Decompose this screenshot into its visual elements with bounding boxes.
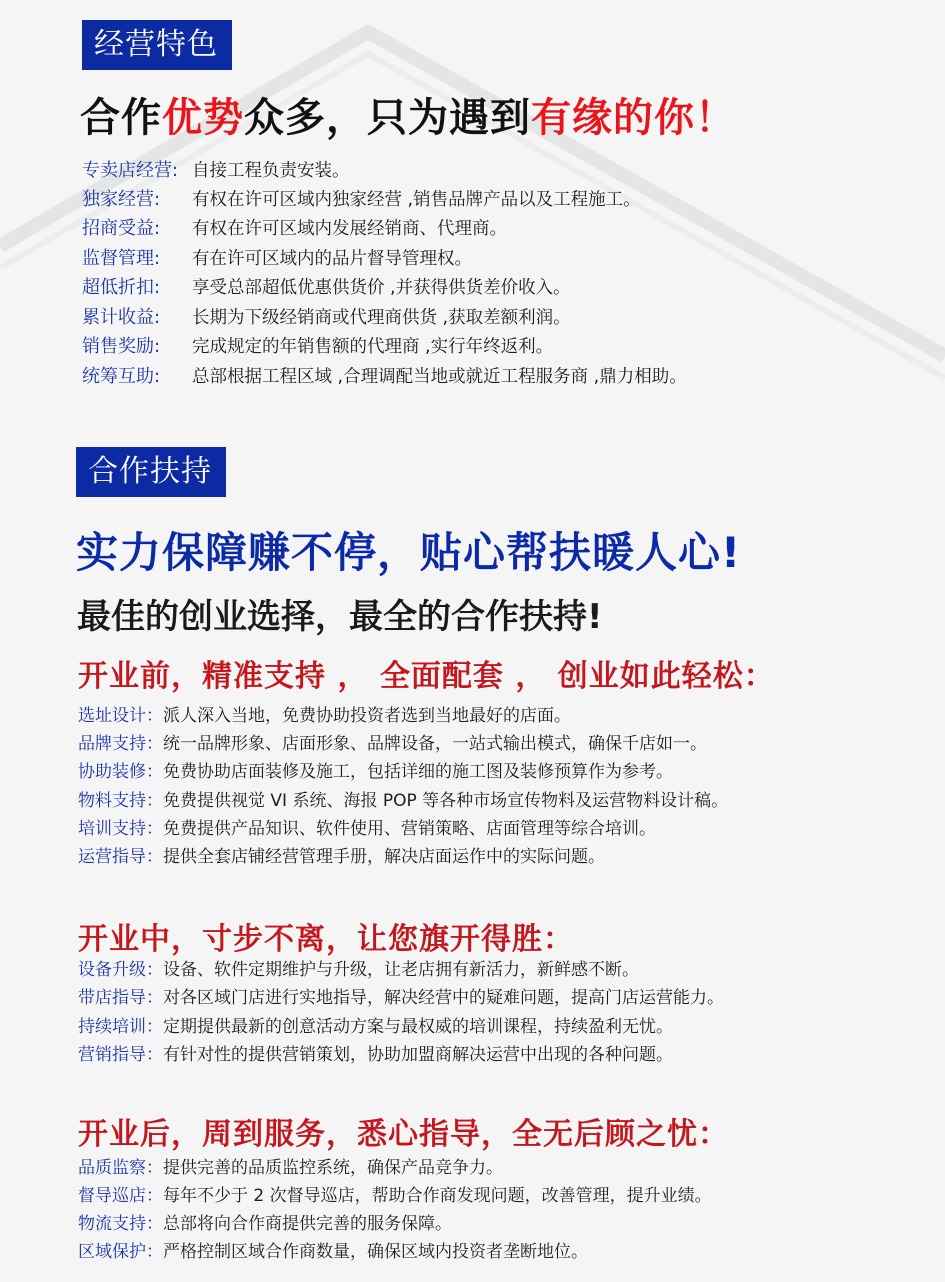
feature-label: 独家经营: — [82, 189, 161, 210]
feature-row — [82, 185, 641, 211]
section-badge-business-features: 经营特色 — [82, 20, 232, 70]
support-row — [78, 757, 673, 782]
support-row — [78, 1153, 503, 1178]
support-label: 品牌支持： — [78, 734, 163, 754]
feature-row — [82, 156, 350, 182]
section-badge-cooperation-support: 合作扶持 — [76, 447, 226, 497]
support-row — [78, 842, 605, 867]
feature-row — [82, 273, 571, 299]
support-text: 定期提供最新的创意活动方案与最权威的培训课程，持续盈利无忧。 — [163, 1017, 673, 1037]
support-text: 严格控制区域合作商数量，确保区域内投资者垄断地位。 — [163, 1242, 588, 1262]
support-text: 免费提供产品知识、软件使用、营销策略、店面管理等综合培训。 — [163, 819, 656, 839]
feature-text: 有权在许可区域内独家经营 ,销售品牌产品以及工程施工。 — [192, 190, 641, 210]
section1-slogan — [80, 86, 736, 143]
feature-text: 长期为下级经销商或代理商供货 ,获取差额利润。 — [192, 308, 571, 328]
feature-text: 享受总部超低优惠供货价 ,并获得供货差价收入。 — [192, 278, 571, 298]
support-text: 有针对性的提供营销策划，协助加盟商解决运营中出现的各种问题。 — [163, 1045, 673, 1065]
slogan-part-highlight: 有缘的你 — [531, 95, 695, 141]
feature-row — [82, 362, 687, 388]
feature-label: 超低折扣: — [82, 277, 161, 298]
slogan-part: 合作 — [80, 95, 162, 141]
support-text: 对各区域门店进行实地指导，解决经营中的疑难问题，提高门店运营能力。 — [163, 988, 724, 1008]
feature-label: 累计收益: — [82, 307, 161, 328]
support-row — [78, 729, 707, 754]
feature-label: 专卖店经营: — [82, 160, 179, 181]
support-label: 品质监察： — [78, 1158, 163, 1178]
support-text: 免费提供视觉 VI 系统、海报 POP 等各种市场宣传物料及运营物料设计稿。 — [163, 791, 729, 811]
section2-slogan-main: 实力保障赚不停，贴心帮扶暖人心! — [76, 528, 742, 577]
support-text: 免费协助店面装修及施工，包括详细的施工图及装修预算作为参考。 — [163, 762, 673, 782]
slogan-part: 众多，只为遇到 — [244, 95, 531, 141]
support-text: 总部将向合作商提供完善的服务保障。 — [163, 1214, 452, 1234]
group-heading-before-opening: 开业前，精准支持 ， 全面配套 ， 创业如此轻松： — [78, 659, 775, 694]
support-row — [78, 786, 728, 811]
support-text: 设备、软件定期维护与升级，让老店拥有新活力，新鲜感不断。 — [163, 960, 639, 980]
support-row — [78, 814, 656, 839]
support-row — [78, 1237, 588, 1262]
support-text: 提供完善的品质监控系统，确保产品竞争力。 — [163, 1158, 503, 1178]
feature-text: 总部根据工程区域 ,合理调配当地或就近工程服务商 ,鼎力相助。 — [192, 367, 687, 387]
support-row — [78, 955, 639, 980]
support-label: 督导巡店： — [78, 1186, 163, 1206]
support-text: 派人深入当地，免费协助投资者选到当地最好的店面。 — [163, 706, 571, 726]
support-text: 统一品牌形象、店面形象、品牌设备，一站式输出模式，确保千店如一。 — [163, 734, 707, 754]
support-row — [78, 983, 724, 1008]
section2-slogan-sub: 最佳的创业选择，最全的合作扶持! — [77, 597, 603, 637]
support-text: 提供全套店铺经营管理手册，解决店面运作中的实际问题。 — [163, 847, 605, 867]
feature-text: 完成规定的年销售额的代理商 ,实行年终返利。 — [192, 337, 554, 357]
support-row — [78, 1012, 673, 1037]
support-label: 带店指导： — [78, 988, 163, 1008]
group-heading-after-opening: 开业后，周到服务，悉心指导，全无后顾之忧： — [78, 1117, 729, 1152]
support-label: 持续培训： — [78, 1017, 163, 1037]
feature-row — [82, 303, 571, 329]
support-row — [78, 1181, 712, 1206]
feature-label: 统筹互助: — [82, 366, 161, 387]
feature-label: 监督管理: — [82, 248, 161, 269]
support-row — [78, 701, 571, 726]
feature-label: 招商受益: — [82, 218, 161, 239]
support-label: 培训支持： — [78, 819, 163, 839]
feature-text: 有在许可区域内的品片督导管理权。 — [192, 249, 472, 269]
feature-row — [82, 244, 472, 270]
support-label: 协助装修： — [78, 762, 163, 782]
support-label: 营销指导： — [78, 1045, 163, 1065]
support-label: 设备升级： — [78, 960, 163, 980]
feature-text: 有权在许可区域内发展经销商、代理商。 — [192, 219, 507, 239]
support-label: 选址设计： — [78, 706, 163, 726]
feature-label: 销售奖励: — [82, 336, 161, 357]
support-row — [78, 1040, 673, 1065]
support-text: 每年不少于 2 次督导巡店，帮助合作商发现问题，改善管理，提升业绩。 — [163, 1186, 712, 1206]
feature-row — [82, 214, 507, 240]
slogan-part-highlight: 优势 — [162, 95, 244, 141]
support-label: 运营指导： — [78, 847, 163, 867]
feature-text: 自接工程负责安装。 — [192, 161, 350, 181]
feature-row — [82, 332, 553, 358]
slogan-part-highlight: ！ — [695, 95, 736, 141]
group-heading-during-opening: 开业中，寸步不离，让您旗开得胜： — [78, 922, 574, 957]
support-label: 区域保护： — [78, 1242, 163, 1262]
support-row — [78, 1209, 452, 1234]
support-label: 物流支持： — [78, 1214, 163, 1234]
support-label: 物料支持： — [78, 791, 163, 811]
